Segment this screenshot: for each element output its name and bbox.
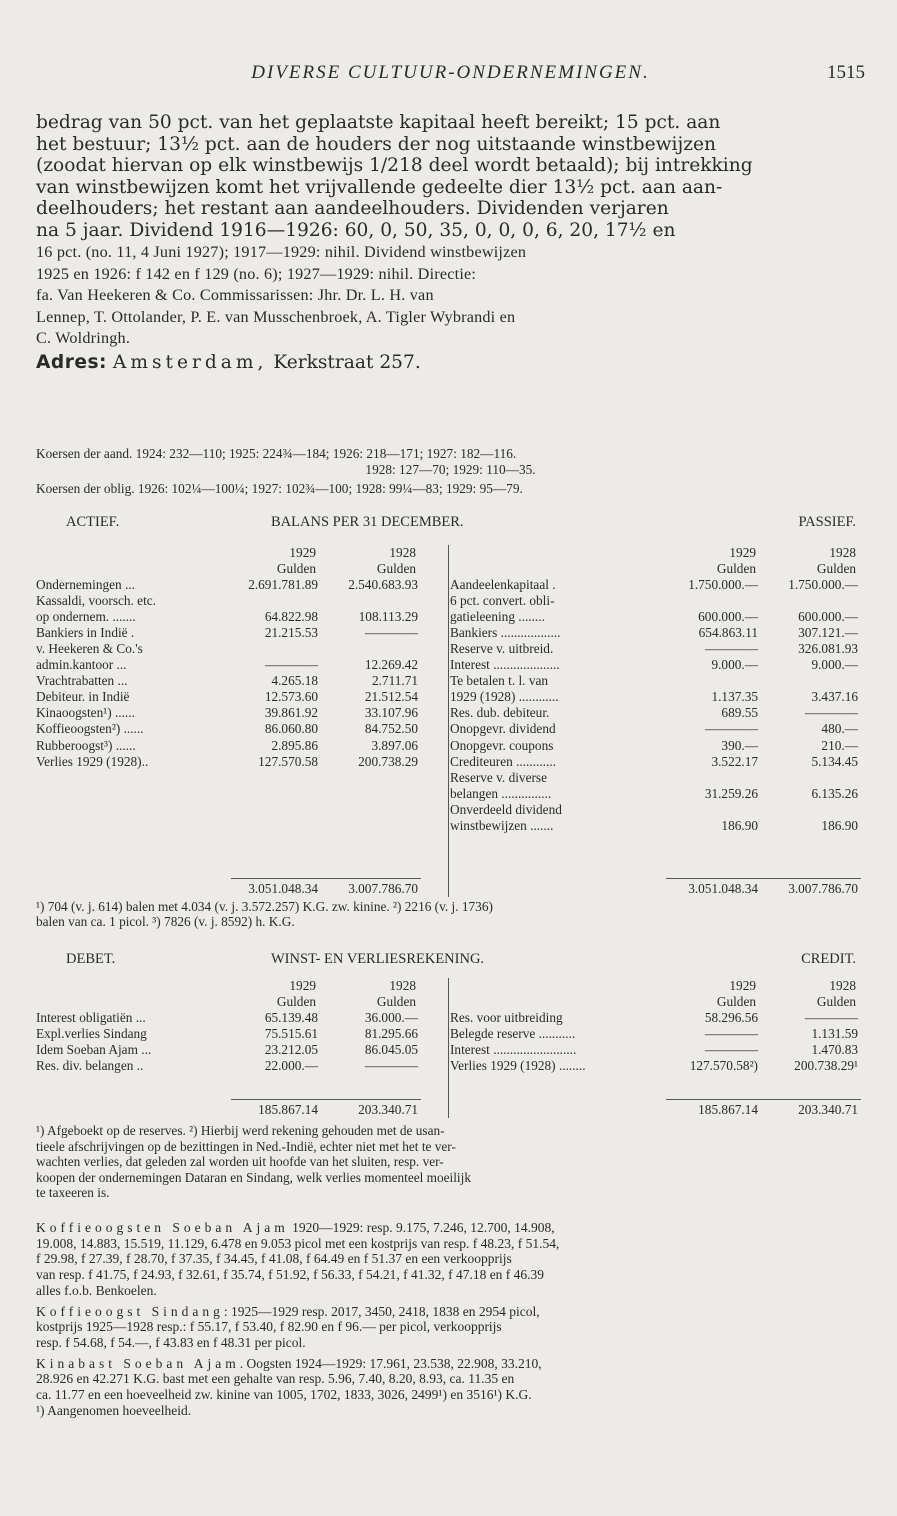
total-1928: 203.340.71 — [358, 1102, 418, 1117]
value-1928: 307.121.— — [798, 625, 858, 641]
row-label: 6 pct. convert. obli- — [450, 593, 555, 609]
value-1928: 200.738.29¹ — [794, 1058, 858, 1073]
total-1928: 3.007.786.70 — [348, 881, 418, 896]
row-label: Onopgevr. dividend — [450, 721, 556, 737]
page-number: 1515 — [827, 62, 865, 83]
total-rule — [666, 1099, 861, 1100]
table-row — [36, 1058, 866, 1074]
table-row — [36, 818, 866, 834]
intro-text — [36, 112, 865, 241]
section-line: kostprijs 1925—1928 resp.: f 55.17, f 53.40, f 82.90 en f 96.— per picol, verkoopprijs — [36, 1319, 502, 1335]
dividend-line: 16 pct. (no. 11, 4 Juni 1927); 1917—1929: nihil. Dividend winstbewijzen — [36, 243, 527, 261]
value-1929: 4.265.18 — [271, 673, 318, 689]
value-1929: 65.139.48 — [264, 1010, 318, 1025]
left-heading: DEBET. — [66, 951, 116, 967]
year-col: 1929 — [289, 978, 316, 993]
row-label: Res. dub. debiteur. — [450, 705, 550, 721]
unit-col: Gulden — [716, 561, 756, 576]
value-1929: 22.000.— — [264, 1058, 318, 1073]
value-1929: 64.822.98 — [264, 609, 318, 625]
row-label: Koffieoogsten²) ...... — [36, 721, 144, 737]
value-1928: 9.000.— — [811, 657, 858, 673]
row-label: 1929 (1928) ............ — [450, 689, 559, 705]
row-label: Vrachtrabatten ... — [36, 673, 128, 689]
year-col: 1928 — [829, 978, 856, 993]
intro-line: na 5 jaar. Dividend 1916—1926: 60, 0, 50, 35, 0, 0, 0, 6, 20, 17½ en — [36, 219, 676, 241]
value-1929: 654.863.11 — [698, 625, 758, 641]
year-col: 1928 — [829, 545, 856, 560]
row-label: winstbewijzen ....... — [450, 817, 554, 833]
table-row — [36, 952, 866, 968]
unit-col: Gulden — [376, 561, 416, 576]
row-label: gatieleening ........ — [450, 609, 545, 625]
value-1928: ———— — [364, 1058, 418, 1073]
winst-footnote-line: wachten verlies, dat geleden zal worden uit hoofde van het sluiten, resp. ver- — [36, 1154, 444, 1170]
row-label: Debiteur. in Indië — [36, 689, 130, 705]
row-label: Crediteuren ............ — [450, 753, 556, 769]
header-title: DIVERSE CULTUUR-ONDERNEMINGEN. — [251, 62, 650, 83]
section-lead: Koffieoogsten Soeban Ajam — [36, 1220, 289, 1235]
crop-section — [36, 1220, 865, 1299]
row-label: Kassaldi, voorsch. etc. — [36, 593, 157, 609]
total-1929: 185.867.14 — [258, 1102, 318, 1117]
year-col: 1928 — [389, 545, 416, 560]
value-1928: 600.000.— — [798, 609, 858, 625]
value-1928: 12.269.42 — [364, 657, 418, 673]
value-1929: 86.060.80 — [264, 721, 318, 737]
section-line: f 29.98, f 27.39, f 28.70, f 37.35, f 34.45, f 41.08, f 64.49 en f 51.37 en een verkoopprijs — [36, 1251, 512, 1267]
row-label: Verlies 1929 (1928) ........ — [450, 1058, 586, 1073]
row-label: Expl.verlies Sindang — [36, 1026, 147, 1041]
table-row — [36, 673, 866, 689]
value-1928: 21.512.54 — [364, 689, 418, 705]
right-heading: CREDIT. — [801, 951, 856, 967]
row-label: Rubberoogst³) ...... — [36, 737, 136, 753]
year-col: 1929 — [729, 978, 756, 993]
row-label: v. Heekeren & Co.'s — [36, 641, 143, 657]
value-1929: ———— — [704, 641, 758, 657]
row-label: Verlies 1929 (1928).. — [36, 753, 149, 769]
value-1928: 1.750.000.— — [788, 577, 858, 592]
balans-table — [36, 515, 866, 935]
table-row — [36, 561, 866, 577]
intro-line: (zoodat hiervan op elk winstbewijs 1/218 deel wordt betaald); bij intrekking — [36, 155, 753, 176]
running-header — [36, 62, 865, 88]
row-label: Res. div. belangen .. — [36, 1058, 144, 1073]
table-title: BALANS PER 31 DECEMBER. — [271, 514, 464, 530]
section-line: alles f.o.b. Benkoelen. — [36, 1282, 157, 1298]
row-label: belangen ............... — [450, 785, 552, 801]
table-row — [36, 609, 866, 625]
unit-col: Gulden — [376, 994, 416, 1009]
left-heading: ACTIEF. — [66, 514, 120, 530]
table-row — [36, 802, 866, 818]
value-1928: ———— — [804, 705, 858, 721]
year-col: 1929 — [289, 545, 316, 560]
unit-col: Gulden — [816, 561, 856, 576]
value-1929: 23.212.05 — [264, 1042, 318, 1057]
winst-footnote-line: koopen der ondernemingen Dataran en Sindang, welk verlies momenteel moeilijk — [36, 1169, 471, 1185]
section-line: resp. f 54.68, f 54.—, f 43.83 en f 48.31 per picol. — [36, 1334, 306, 1350]
value-1929: ———— — [704, 721, 758, 737]
value-1928: 36.000.— — [364, 1010, 418, 1025]
adres-line — [36, 352, 865, 374]
value-1929: 58.296.56 — [704, 1010, 758, 1025]
koersen-aand-cont: 1928: 127—70; 1929: 110—35. — [365, 461, 536, 477]
row-label: Onopgevr. coupons — [450, 737, 554, 753]
row-label: Bankiers in Indië . — [36, 625, 135, 641]
value-1928: 210.— — [821, 737, 858, 753]
table-row — [36, 899, 866, 915]
koersen-oblig: Koersen der oblig. 1926: 102¼—100¼; 1927: 102¾—100; 1928: 99¼—83; 1929: 95—79. — [36, 481, 523, 497]
adres-city: Amsterdam, — [112, 351, 268, 373]
year-col: 1929 — [729, 545, 756, 560]
row-label: Onverdeeld dividend — [450, 801, 562, 817]
section-lead: Koffieoogst Sindang — [36, 1303, 224, 1319]
value-1929: 1.750.000.— — [688, 577, 758, 592]
row-label: Idem Soeban Ajam ... — [36, 1042, 152, 1057]
row-label: admin.kantoor ... — [36, 657, 127, 673]
table-row — [36, 705, 866, 721]
total-1929: 3.051.048.34 — [688, 881, 758, 896]
table-row — [36, 754, 866, 770]
value-1929: 600.000.— — [698, 609, 758, 625]
value-1928: 1.470.83 — [811, 1042, 858, 1057]
row-label: Ondernemingen ... — [36, 577, 135, 592]
value-1929: 21.215.53 — [264, 625, 318, 641]
value-1929: 3.522.17 — [711, 753, 758, 769]
total-1928: 3.007.786.70 — [788, 881, 858, 896]
intro-paragraph — [36, 112, 865, 241]
total-1929: 185.867.14 — [698, 1102, 758, 1117]
intro-line: het bestuur; 13½ pct. aan de houders der nog uitstaande winstbewijzen — [36, 133, 716, 155]
value-1928: 480.— — [821, 721, 858, 737]
total-rule — [231, 878, 421, 879]
total-1929: 3.051.048.34 — [248, 881, 318, 896]
table-row — [36, 545, 866, 561]
section-line: ca. 11.77 en een hoeveelheid zw. kinine van 1005, 1702, 1833, 3026, 2499¹) en 3516¹) K.G. — [36, 1387, 532, 1403]
row-label: Interest obligatiën ... — [36, 1010, 146, 1025]
section-lead: Kinabast Soeban Ajam — [36, 1355, 240, 1371]
value-1929: 1.137.35 — [711, 689, 758, 705]
koersen-block — [36, 446, 865, 497]
value-1929: 689.55 — [721, 705, 758, 721]
section-line: . Oogsten 1924—1929: 17.961, 23.538, 22.908, 33.210, — [239, 1355, 542, 1371]
year-col: 1928 — [389, 978, 416, 993]
crop-section — [36, 1304, 865, 1351]
value-1928: 108.113.29 — [358, 609, 418, 625]
table-row — [36, 593, 866, 609]
winst-footnote — [36, 1123, 865, 1201]
koersen-aand: Koersen der aand. 1924: 232—110; 1925: 224¾—184; 1926: 218—171; 1927: 182—116. — [36, 446, 517, 461]
value-1929: ———— — [264, 657, 318, 673]
dividend-line: fa. Van Heekeren & Co. Commissarissen: Jhr. Dr. L. H. van — [36, 286, 434, 304]
unit-col: Gulden — [716, 994, 756, 1009]
row-label: Belegde reserve ........... — [450, 1026, 576, 1041]
value-1928: 6.135.26 — [811, 785, 858, 801]
balance-footnote: balen van ca. 1 picol. ³) 7826 (v. j. 8592) h. K.G. — [36, 914, 295, 929]
section-line: 28.926 en 42.271 K.G. bast met een gehalte van resp. 5.96, 7.40, 8.20, 8.93, ca. 11.35 en — [36, 1371, 515, 1387]
section-line: van resp. f 41.75, f 24.93, f 32.61, f 35.74, f 51.92, f 56.33, f 54.21, f 41.32, f 47.18 en f 46.39 — [36, 1267, 545, 1283]
table-row — [36, 994, 866, 1010]
table-row — [36, 881, 866, 897]
dividend-line: Lennep, T. Ottolander, P. E. van Musschenbroek, A. Tigler Wybrandi en — [36, 307, 516, 326]
row-label: Bankiers .................. — [450, 625, 561, 641]
dividend-paragraph — [36, 242, 865, 373]
dividend-line: C. Woldringh. — [36, 329, 131, 347]
value-1929: 186.90 — [721, 817, 758, 833]
value-1929: 31.259.26 — [704, 785, 758, 801]
value-1929: 9.000.— — [711, 657, 758, 673]
value-1928: 200.738.29 — [358, 753, 418, 769]
value-1928: 86.045.05 — [364, 1042, 418, 1057]
table-row — [36, 657, 866, 673]
row-label: Reserve v. uitbreid. — [450, 641, 554, 657]
total-1928: 203.340.71 — [798, 1102, 858, 1117]
total-rule — [231, 1099, 421, 1100]
table-row — [36, 1042, 866, 1058]
section-line: 19.008, 14.883, 15.519, 11.129, 6.478 en 9.053 picol met een kostprijs van resp. f 48.23, f 51.54, — [36, 1235, 560, 1251]
table-row — [36, 786, 866, 802]
winst-footnote-line: te taxeeren is. — [36, 1185, 110, 1201]
table-title: WINST- EN VERLIESREKENING. — [271, 951, 485, 967]
table-row — [36, 1102, 866, 1118]
value-1928: 84.752.50 — [364, 721, 418, 737]
section-line: : 1925—1929 resp. 2017, 3450, 2418, 1838 en 2954 picol, — [223, 1303, 540, 1319]
value-1928: ———— — [804, 1010, 858, 1025]
value-1929: 2.895.86 — [271, 737, 318, 753]
value-1928: 186.90 — [821, 817, 858, 833]
table-row — [36, 515, 866, 531]
value-1928: 81.295.66 — [364, 1026, 418, 1041]
value-1929: ———— — [704, 1042, 758, 1057]
value-1929: 12.573.60 — [264, 689, 318, 705]
value-1928: 2.711.71 — [371, 673, 418, 689]
unit-col: Gulden — [276, 994, 316, 1009]
crop-sections — [36, 1220, 865, 1423]
row-label: Aandeelenkapitaal . — [450, 577, 556, 592]
section-line: ¹) Aangenomen hoeveelheid. — [36, 1402, 192, 1418]
value-1929: 127.570.58²) — [689, 1058, 758, 1073]
winst-footnote-line: ¹) Afgeboekt op de reserves. ²) Hierbij werd rekening gehouden met de usan- — [36, 1123, 445, 1138]
value-1928: 33.107.96 — [364, 705, 418, 721]
row-label: Reserve v. diverse — [450, 769, 547, 785]
row-label: Kinaoogsten¹) ...... — [36, 705, 135, 721]
value-1928: 2.540.683.93 — [348, 577, 418, 592]
table-row — [36, 689, 866, 705]
value-1929: 127.570.58 — [258, 753, 318, 769]
table-row — [36, 978, 866, 994]
unit-col: Gulden — [816, 994, 856, 1009]
table-row — [36, 721, 866, 737]
unit-col: Gulden — [276, 561, 316, 576]
intro-line: deelhouders; het restant aan aandeelhouders. Dividenden verjaren — [36, 198, 669, 219]
dividend-line: 1925 en 1926: f 142 en f 129 (no. 6); 1927—1929: nihil. Directie: — [36, 264, 477, 283]
crop-section — [36, 1356, 865, 1419]
balance-footnote: ¹) 704 (v. j. 614) balen met 4.034 (v. j. 3.572.257) K.G. zw. kinine. ²) 2216 (v. j. 1736) — [36, 899, 493, 914]
value-1929: 75.515.61 — [264, 1026, 318, 1041]
table-row — [36, 914, 866, 930]
winst-footnote-line: tieele afschrijvingen op de bezittingen in Ned.-Indië, echter niet met het te ver- — [36, 1138, 456, 1154]
adres-street: Kerkstraat 257. — [273, 351, 421, 373]
row-label: Te betalen t. l. van — [450, 673, 549, 689]
value-1929: 390.— — [721, 737, 758, 753]
table-row — [36, 577, 866, 593]
table-row — [36, 1026, 866, 1042]
right-heading: PASSIEF. — [798, 514, 856, 530]
value-1928: 326.081.93 — [798, 641, 858, 657]
column-divider — [448, 978, 449, 1118]
value-1929: ———— — [704, 1026, 758, 1041]
value-1929: 2.691.781.89 — [248, 577, 318, 592]
dividend-text — [36, 242, 865, 350]
intro-line: bedrag van 50 pct. van het geplaatste kapitaal heeft bereikt; 15 pct. aan — [36, 112, 721, 133]
value-1928: 3.897.06 — [371, 737, 418, 753]
value-1928: ———— — [364, 625, 418, 641]
value-1928: 1.131.59 — [811, 1026, 858, 1041]
row-label: Interest ......................... — [450, 1042, 577, 1057]
row-label: Interest .................... — [450, 657, 560, 673]
section-line: 1920—1929: resp. 9.175, 7.246, 12.700, 14.908, — [288, 1220, 555, 1235]
table-row — [36, 1010, 866, 1026]
table-row — [36, 641, 866, 657]
table-row — [36, 738, 866, 754]
winst-table — [36, 952, 866, 1122]
row-label: Res. voor uitbreiding — [450, 1010, 563, 1025]
total-rule — [666, 878, 861, 879]
column-divider — [448, 545, 449, 897]
adres-label: Adres: — [36, 351, 107, 373]
value-1928: 3.437.16 — [811, 689, 858, 705]
value-1928: 5.134.45 — [811, 753, 858, 769]
table-row — [36, 625, 866, 641]
row-label: op ondernem. ....... — [36, 609, 136, 625]
intro-line: van winstbewijzen komt het vrijvallende gedeelte dier 13½ pct. aan aan- — [36, 176, 723, 198]
table-row — [36, 770, 866, 786]
value-1929: 39.861.92 — [264, 705, 318, 721]
